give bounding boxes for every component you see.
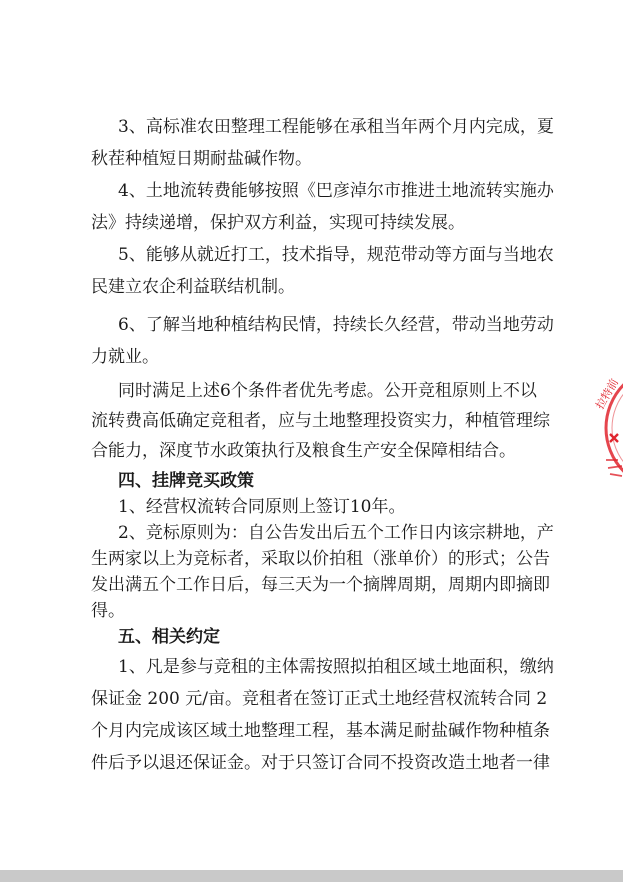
text-line: 民建立农企利益联结机制。 [91, 277, 295, 297]
section-heading: 五、相关约定 [118, 627, 220, 647]
text-line: 个月内完成该区域土地整理工程，基本满足耐盐碱作物种植条 [91, 721, 550, 741]
text-line: 件后予以退还保证金。对于只签订合同不投资改造土地者一律 [91, 753, 550, 773]
text-line: 保证金 200 元/亩。竞租者在签订正式土地经营权流转合同 2 [91, 689, 548, 709]
text-line: 流转费高低确定竞租者，应与土地整理投资实力，种植管理综 [91, 411, 550, 431]
text-line: 发出满五个工作日后，每三天为一个摘牌周期，周期内即摘即 [91, 575, 550, 595]
section-heading: 四、挂牌竞买政策 [118, 471, 254, 491]
page-bottom-edge [0, 870, 623, 882]
text-line: 合能力，深度节水政策执行及粮食生产安全保障相结合。 [91, 441, 516, 461]
text-line: 同时满足上述6个条件者优先考虑。公开竞租原则上不以 [118, 381, 537, 401]
text-line: 6、了解当地种植结构民情，持续长久经营，带动当地劳动 [118, 315, 554, 335]
text-line: 秋茬种植短日期耐盐碱作物。 [91, 149, 312, 169]
text-line: 法》持续递增，保护双方利益，实现可持续发展。 [91, 213, 465, 233]
text-line: 4、土地流转费能够按照《巴彦淖尔市推进土地流转实施办 [118, 181, 554, 201]
text-line: 1、经营权流转合同原则上签订10年。 [118, 497, 406, 517]
text-line: 1、凡是参与竞租的主体需按照拟拍租区域土地面积，缴纳 [118, 657, 554, 677]
text-line: 生两家以上为竞标者，采取以价拍租（涨单价）的形式；公告 [91, 549, 550, 569]
text-line: 5、能够从就近打工，技术指导，规范带动等方面与当地农 [118, 245, 554, 265]
official-seal-icon [588, 368, 623, 498]
text-line: 2、竞标原则为：自公告发出后五个工作日内该宗耕地，产 [118, 523, 554, 543]
text-line: 得。 [91, 601, 125, 621]
svg-text:拉特前: 拉特前 [593, 376, 622, 412]
text-line: 3、高标准农田整理工程能够在承租当年两个月内完成，夏 [118, 117, 554, 137]
text-line: 力就业。 [91, 347, 159, 367]
